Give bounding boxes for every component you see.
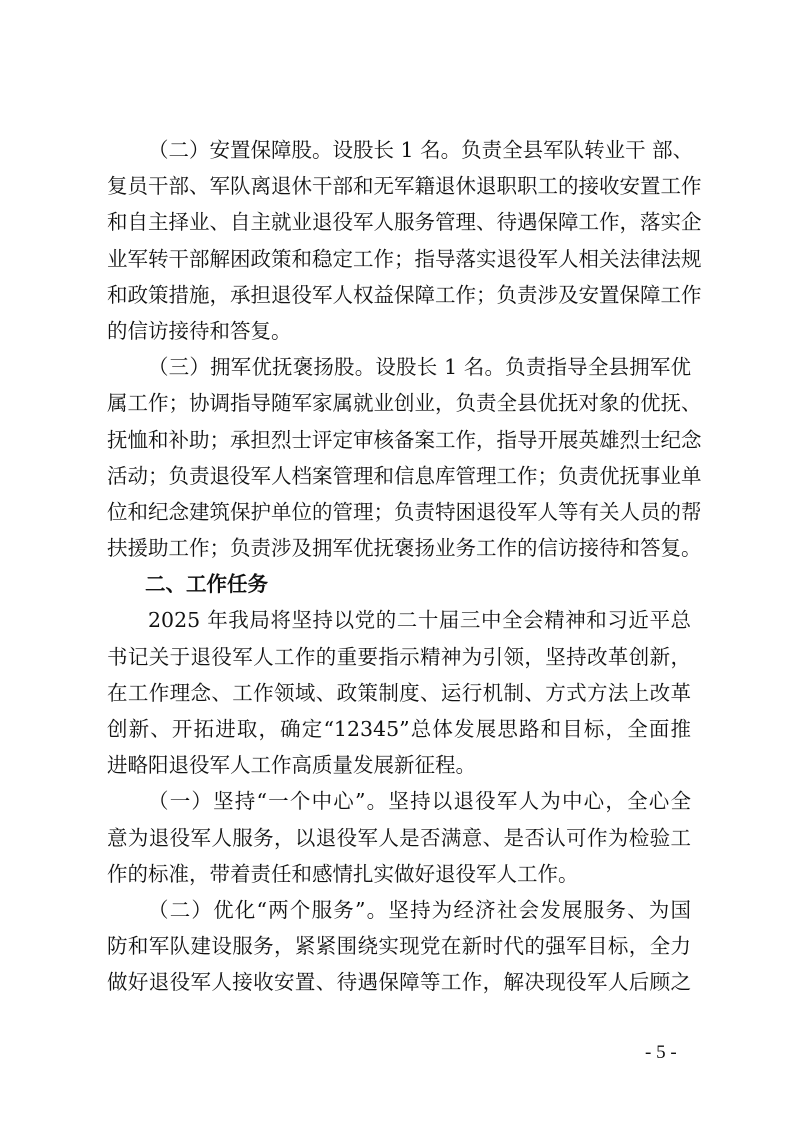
section-heading: 二、工作任务 [145,572,268,597]
text-line: 防和军队建设服务，紧紧围绕实现党在新时代的强军目标，全力 [107,934,691,959]
text-line: 在工作理念、工作领域、政策制度、运行机制、方式方法上改革 [107,680,691,705]
text-line: 书记关于退役军人工作的重要指示精神为引领，坚持改革创新， [107,644,691,669]
text-line: 扶援助工作；负责涉及拥军优抚褒扬业务工作的信访接待和答复。 [107,536,702,561]
paragraph-two-services [107,892,691,1001]
paragraph-anzhi-baozhang [107,132,702,349]
text-line: 和政策措施，承担退役军人权益保障工作；负责涉及安置保障工作 [107,282,702,307]
paragraph-yongjun-youfu [107,349,702,566]
text-line: 业军转干部解困政策和稳定工作；指导落实退役军人相关法律法规 [107,246,702,271]
document-body [107,132,702,1001]
text-line: 复员干部、军队离退休干部和无军籍退休退职职工的接收安置工作 [107,174,702,199]
text-line: 属工作；协调指导随军家属就业创业，负责全县优抚对象的优抚、 [107,391,702,416]
text-line: （二）优化“两个服务”。坚持为经济社会发展服务、为国 [148,897,691,922]
text-line: 和自主择业、自主就业退役军人服务管理、待遇保障工作，落实企 [107,210,702,235]
text-line: 进略阳退役军人工作高质量发展新征程。 [107,753,476,778]
text-line: 位和纪念建筑保护单位的管理；负责特困退役军人等有关人员的帮 [107,499,702,524]
text-line: 创新、开拓进取，确定“12345”总体发展思路和目标，全面推 [107,717,691,741]
paragraph-work-tasks-intro [107,602,691,783]
page-number: - 5 - [645,1042,677,1063]
text-line: 的信访接待和答复。 [107,318,292,343]
text-line: （二）安置保障股。设股长 1 名。负责全县军队转业干 部、 [148,138,694,162]
text-line: 做好退役军人接收安置、待遇保障等工作，解决现役军人后顾之 [107,970,691,995]
paragraph-one-center [107,783,691,892]
text-line: 2025 年我局将坚持以党的二十届三中全会精神和习近平总 [148,608,691,633]
text-line: 意为退役军人服务，以退役军人是否满意、是否认可作为检验工 [107,825,691,850]
text-line: （三）拥军优抚褒扬股。设股长 1 名。负责指导全县拥军优 [148,355,691,380]
text-line: 活动；负责退役军人档案管理和信息库管理工作；负责优抚事业单 [107,463,702,488]
text-line: 作的标准，带着责任和感情扎实做好退役军人工作。 [107,861,579,886]
text-line: （一）坚持“一个中心”。坚持以退役军人为中心，全心全 [148,789,691,814]
text-line: 抚恤和补助；承担烈士评定审核备案工作，指导开展英雄烈士纪念 [107,427,702,452]
